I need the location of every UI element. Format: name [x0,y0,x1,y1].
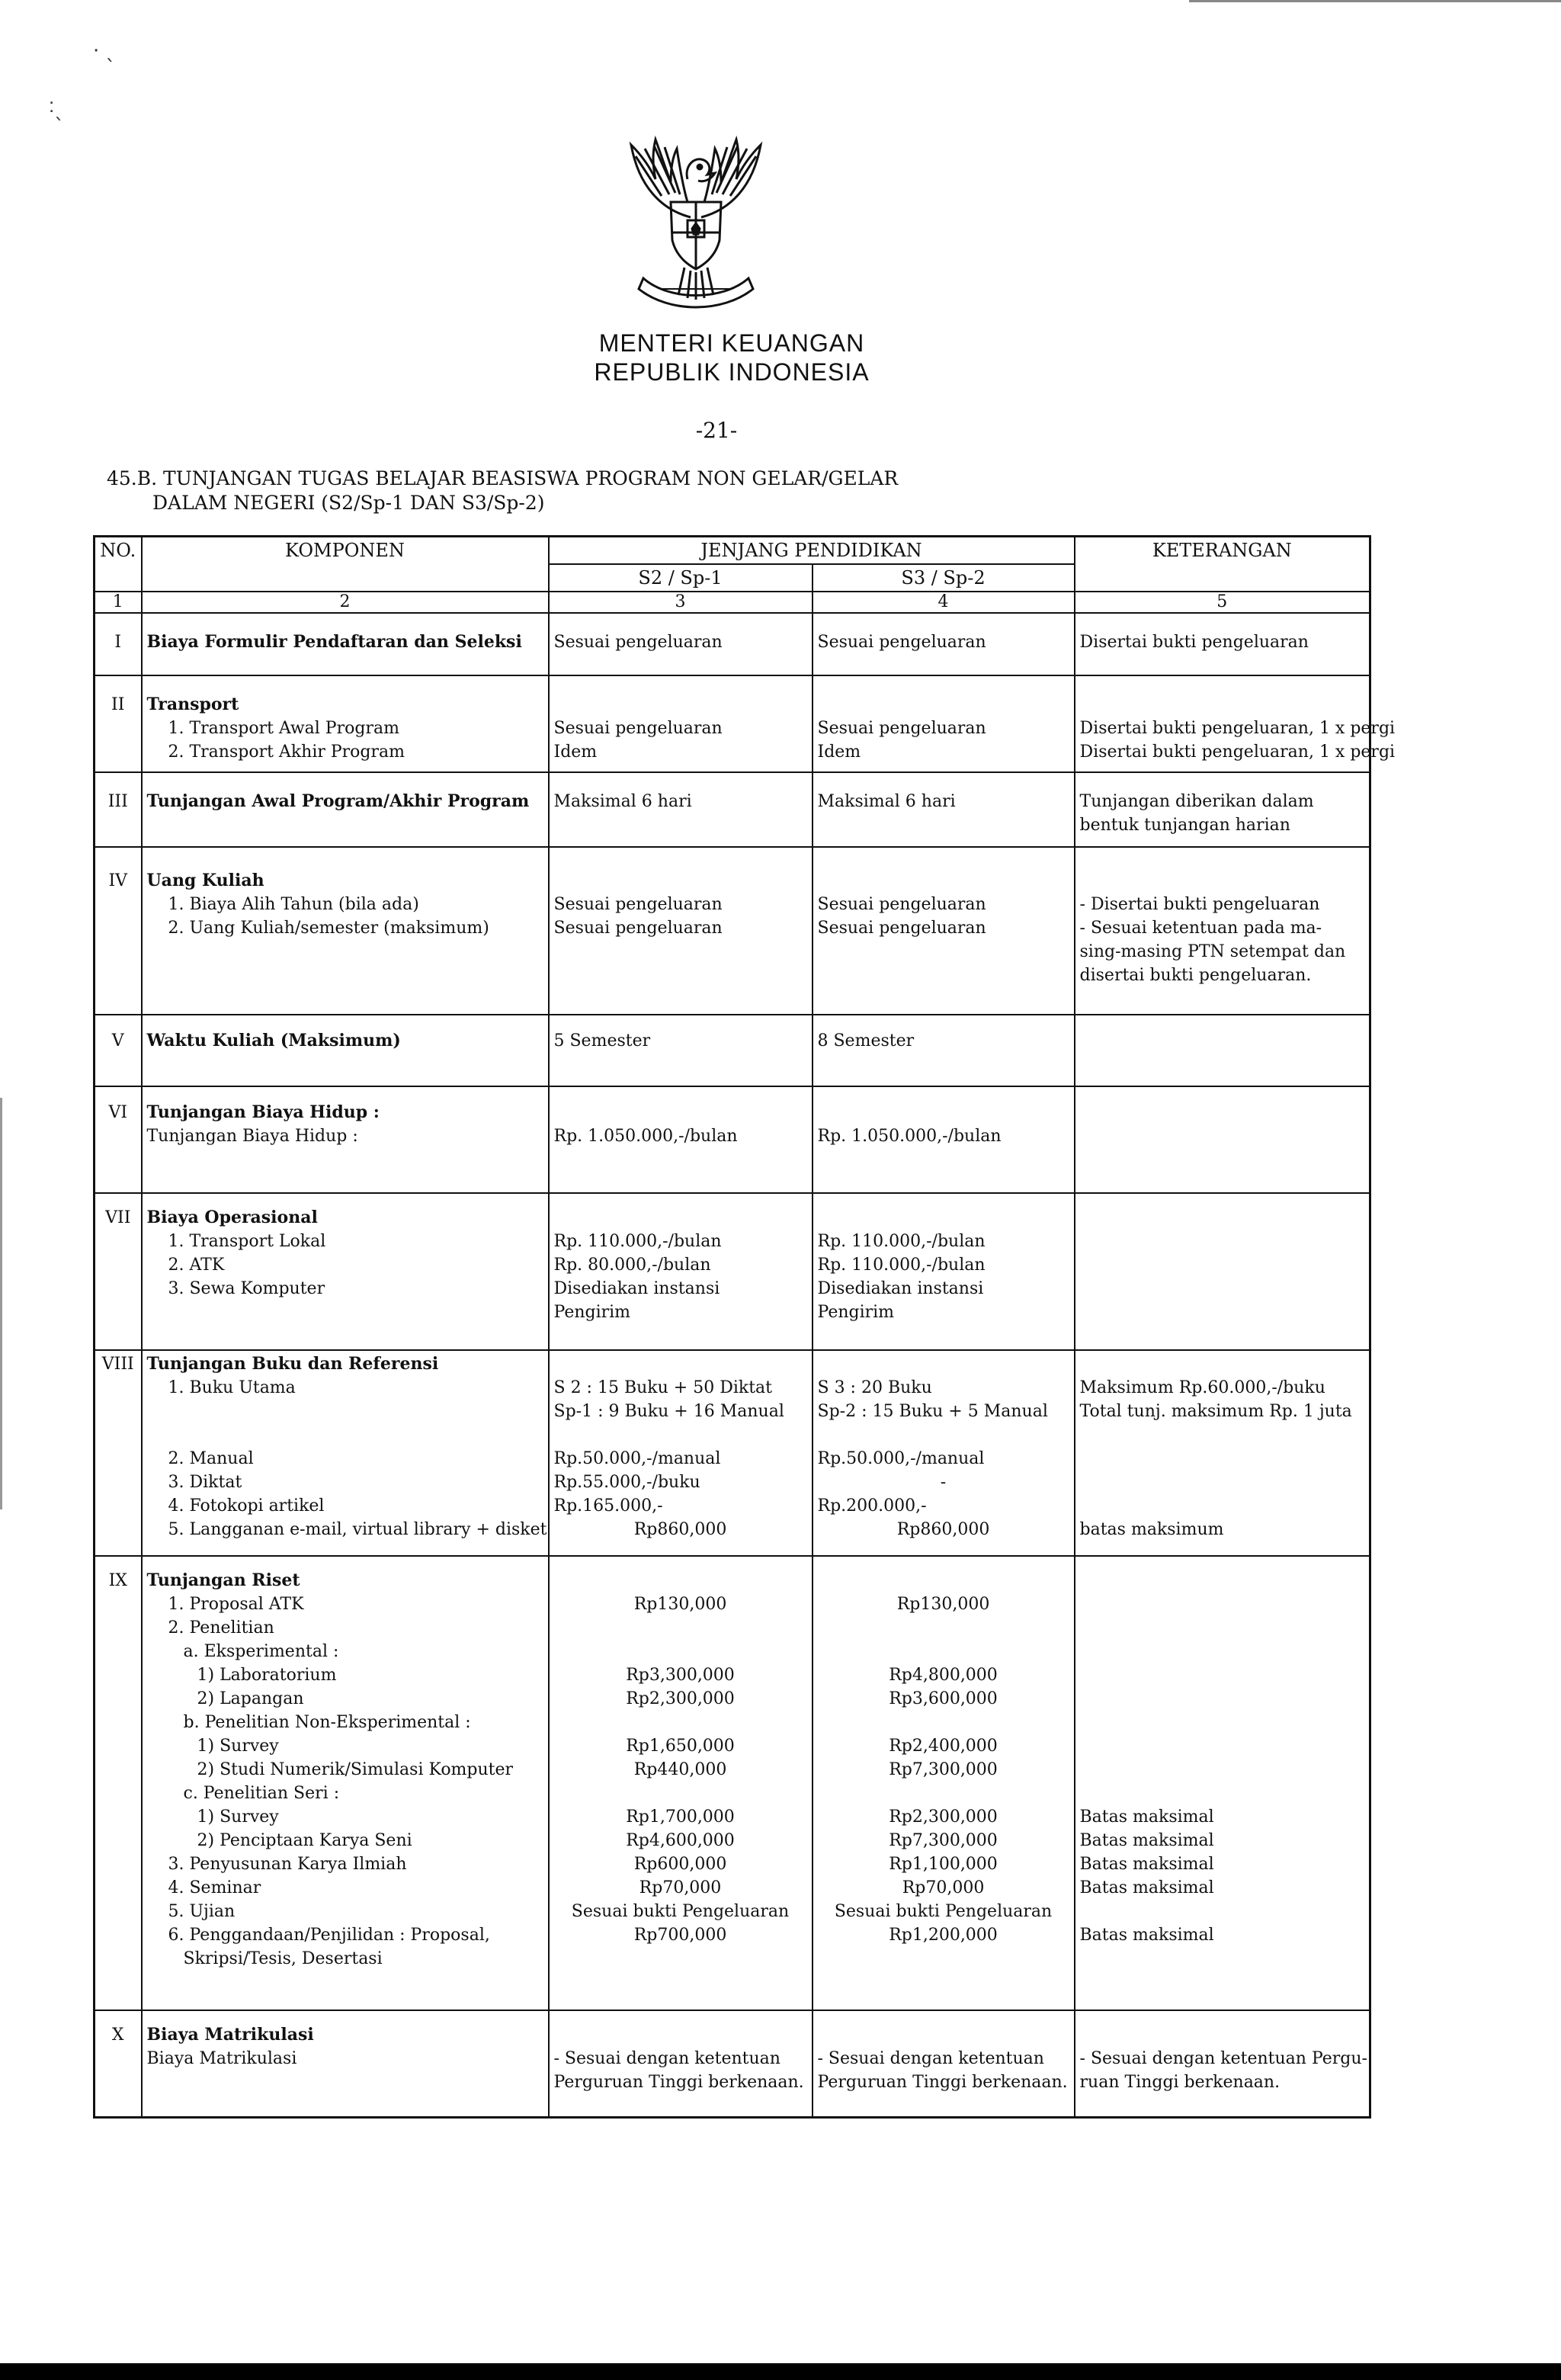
s3-value: Rp. 110.000,-/bulan [817,1232,986,1251]
s2-cell [549,1086,813,1193]
s2-value: Rp. 1.050.000,-/bulan [553,1127,738,1146]
keterangan-line [1080,1471,1365,1494]
komponen-line [147,1423,543,1447]
table-row [95,675,1370,772]
row-number: VII [95,1193,142,1350]
s3-value: Disediakan instansi [817,1279,984,1298]
keterangan-line [1080,1423,1365,1447]
keterangan-line [1080,1569,1365,1593]
s3-value: - Sesuai dengan ketentuan [817,2049,1044,2068]
keterangan-line [1080,1663,1365,1687]
keterangan-line [1080,1758,1365,1782]
s3-cell [813,1193,1075,1350]
s3-value [818,1947,1069,1971]
table-row [95,847,1370,1015]
komponen-line: 2. ATK [168,1256,225,1275]
keterangan-line [1080,1900,1365,1923]
header-jenjang: JENJANG PENDIDIKAN [549,537,1075,565]
komponen-line: 1) Laboratorium [197,1666,337,1685]
s3-value: S 3 : 20 Buku [817,1378,932,1397]
s3-value: Rp7,300,000 [889,1760,998,1779]
s2-value: S 2 : 15 Buku + 50 Diktat [553,1378,772,1397]
s3-value [818,1711,1069,1734]
s2-value [554,1569,807,1593]
keterangan-line [1080,1352,1365,1376]
header-s3: S3 / Sp-2 [813,564,1075,592]
scan-speck: · ˎ [93,40,116,63]
table-row [95,2010,1370,2118]
s2-value [554,1352,807,1376]
header-keterangan: KETERANGAN [1075,537,1370,592]
komponen-line: 1) Survey [197,1807,279,1827]
s2-value: Disediakan instansi [553,1279,720,1298]
keterangan-cell [1075,2010,1370,2118]
komponen-line: 4. Seminar [168,1878,261,1897]
scan-edge-top [1189,0,1561,2]
keterangan-line: - Disertai bukti pengeluaran [1079,895,1320,914]
keterangan-line: Batas maksimal [1079,1807,1214,1827]
komponen-line: 5. Ujian [168,1902,236,1921]
komponen-line: Tunjangan Awal Program/Akhir Program [146,791,530,811]
komponen-line: 2. Manual [168,1449,254,1468]
komponen-cell [142,1350,549,1556]
keterangan-line: batas maksimum [1079,1520,1224,1539]
table-row [95,772,1370,847]
s3-value: Rp3,600,000 [889,1689,998,1708]
header-s2: S2 / Sp-1 [549,564,813,592]
s2-value [554,1711,807,1734]
s2-value: Rp.50.000,-/manual [553,1449,721,1468]
s2-value: 5 Semester [553,1031,651,1050]
s3-value [818,869,1069,893]
s2-cell [549,1015,813,1086]
keterangan-line: Tunjangan diberikan dalam [1079,792,1314,811]
keterangan-line: bentuk tunjangan harian [1079,816,1290,835]
header-num: 3 [549,592,813,613]
komponen-cell [142,675,549,772]
s3-value: Rp860,000 [896,1520,990,1539]
s2-cell [549,772,813,847]
s2-value [554,1101,807,1124]
row-number: IX [95,1556,142,2010]
keterangan-line [1080,1447,1365,1471]
s2-cell [549,1193,813,1350]
keterangan-line [1080,869,1365,893]
komponen-line: 2. Transport Akhir Program [168,743,405,762]
s3-value [818,1423,1069,1447]
s3-value [818,1640,1069,1663]
komponen-cell [142,1193,549,1350]
s3-value: Rp1,100,000 [889,1855,998,1874]
komponen-line: 2) Penciptaan Karya Seni [197,1831,412,1850]
row-number: V [95,1015,142,1086]
s2-cell [549,2010,813,2118]
s3-value [818,1569,1069,1593]
s3-value [818,1206,1069,1230]
row-number: I [95,613,142,675]
s3-value: Rp. 1.050.000,-/bulan [817,1127,1002,1146]
komponen-line: 4. Fotokopi artikel [168,1496,325,1516]
row-number: IV [95,847,142,1015]
s2-value: Rp440,000 [633,1760,727,1779]
s2-value [554,1423,807,1447]
s3-value [818,1616,1069,1640]
keterangan-line [1080,1640,1365,1663]
keterangan-cell [1075,1350,1370,1556]
s3-value: Rp2,300,000 [889,1807,998,1827]
s3-value [818,1352,1069,1376]
header-num: 4 [813,592,1075,613]
keterangan-line: - Sesuai dengan ketentuan Pergu- [1079,2049,1367,2068]
komponen-line: Tunjangan Buku dan Referensi [146,1354,439,1374]
keterangan-line [1080,1206,1365,1230]
s3-value: - [940,1473,947,1492]
s2-value: Maksimal 6 hari [553,792,692,811]
header-no: NO. [95,537,142,592]
s3-value: Sesuai pengeluaran [817,719,986,738]
komponen-cell [142,1086,549,1193]
table-row [95,1350,1370,1556]
komponen-line: 1) Survey [197,1737,279,1756]
s2-value: Sp-1 : 9 Buku + 16 Manual [553,1402,784,1421]
keterangan-cell [1075,1015,1370,1086]
header-num: 5 [1075,592,1370,613]
keterangan-cell [1075,847,1370,1015]
keterangan-line [1080,1687,1365,1711]
s2-value: Sesuai bukti Pengeluaran [571,1902,790,1921]
s2-cell [549,847,813,1015]
keterangan-cell [1075,1193,1370,1350]
komponen-line: b. Penelitian Non-Eksperimental : [183,1713,471,1732]
s2-value: Sesuai pengeluaran [553,633,723,652]
keterangan-line: Disertai bukti pengeluaran, 1 x pergi [1079,719,1396,738]
komponen-cell [142,772,549,847]
s2-value: Rp.165.000,- [553,1496,663,1516]
keterangan-cell [1075,675,1396,772]
keterangan-line [1080,693,1365,717]
komponen-line: Biaya Matrikulasi [146,2025,314,2045]
keterangan-line [1080,1782,1365,1805]
s2-value: Rp130,000 [633,1595,727,1614]
keterangan-line: Disertai bukti pengeluaran, 1 x pergi [1079,743,1396,762]
s2-cell [549,1350,813,1556]
komponen-line: 2) Studi Numerik/Simulasi Komputer [197,1760,514,1779]
keterangan-line: ruan Tinggi berkenaan. [1079,2073,1281,2092]
row-number: VI [95,1086,142,1193]
keterangan-cell [1075,1556,1370,2010]
s3-cell [813,1015,1075,1086]
row-number: VIII [95,1350,142,1556]
s2-value: Perguruan Tinggi berkenaan. [553,2073,804,2092]
table-row [95,1015,1370,1086]
s2-value: Rp860,000 [633,1520,727,1539]
keterangan-line: disertai bukti pengeluaran. [1079,966,1312,985]
komponen-line: 1. Proposal ATK [168,1595,304,1614]
s3-value: Idem [817,743,861,762]
ministry-name: MENTERI KEUANGAN [598,329,865,357]
s2-value: Rp4,600,000 [626,1831,735,1850]
title-line-2: DALAM NEGERI (S2/Sp-1 DAN S3/Sp-2) [152,492,545,514]
keterangan-line [1080,1947,1365,1971]
komponen-line: Biaya Operasional [146,1208,318,1227]
s3-value: Sesuai pengeluaran [817,919,986,938]
komponen-cell [142,1015,549,1086]
s3-value: Rp. 110.000,-/bulan [817,1256,986,1275]
komponen-line: Uang Kuliah [146,871,264,890]
komponen-line: Tunjangan Riset [146,1570,300,1590]
keterangan-line [1080,1734,1365,1758]
s3-value [818,693,1069,717]
s2-value [554,869,807,893]
s3-value [818,1782,1069,1805]
keterangan-line [1080,1101,1365,1124]
s2-value: Rp1,700,000 [626,1807,735,1827]
keterangan-line [1080,1711,1365,1734]
s2-value [554,1616,807,1640]
s2-cell [549,1556,813,2010]
keterangan-line: Batas maksimal [1079,1831,1214,1850]
komponen-line: Biaya Formulir Pendaftaran dan Seleksi [146,632,522,652]
s2-value: Rp.55.000,-/buku [553,1473,700,1492]
ministry-country: REPUBLIK INDONESIA [594,358,870,386]
keterangan-line [1080,1494,1365,1518]
komponen-line: 2) Lapangan [197,1689,304,1708]
keterangan-line: Maksimum Rp.60.000,-/buku [1079,1378,1325,1397]
s2-value: Rp. 80.000,-/bulan [553,1256,711,1275]
komponen-line: c. Penelitian Seri : [183,1784,340,1803]
keterangan-cell [1075,1086,1370,1193]
komponen-cell [142,1556,549,2010]
garuda-emblem-icon [608,126,784,316]
keterangan-line: Total tunj. maksimum Rp. 1 juta [1079,1402,1352,1421]
s2-value: Rp700,000 [633,1926,727,1945]
s2-value [554,2023,807,2047]
s3-value: Pengirim [817,1303,895,1322]
s3-cell [813,772,1075,847]
s2-value: Idem [553,743,598,762]
komponen-line: 1. Transport Awal Program [168,719,399,738]
s3-value: Rp130,000 [896,1595,990,1614]
s3-value: Perguruan Tinggi berkenaan. [817,2073,1068,2092]
s2-cell [549,613,813,675]
header-num: 2 [142,592,549,613]
komponen-line: 1. Buku Utama [168,1378,296,1397]
s2-value [554,1782,807,1805]
s2-value: Rp. 110.000,-/bulan [553,1232,722,1251]
s2-value: Rp1,650,000 [626,1737,735,1756]
row-number: III [95,772,142,847]
s2-value [554,1640,807,1663]
table-row [95,1193,1370,1350]
s3-cell [813,2010,1075,2118]
s2-value: Rp2,300,000 [626,1689,735,1708]
s2-value: - Sesuai dengan ketentuan [553,2049,780,2068]
keterangan-line: Batas maksimal [1079,1855,1214,1874]
scan-edge-bottom [0,2363,1561,2380]
scan-edge-left [0,1098,2,1509]
komponen-line: Biaya Matrikulasi [146,2049,297,2068]
s2-value: Rp3,300,000 [626,1666,735,1685]
komponen-line: Tunjangan Biaya Hidup : [146,1102,380,1122]
s3-cell [813,1350,1075,1556]
s3-value: Sp-2 : 15 Buku + 5 Manual [817,1402,1048,1421]
header-num: 1 [95,592,142,613]
allowance-table [93,535,1396,2119]
s3-value: Rp.200.000,- [817,1496,927,1516]
keterangan-line: sing-masing PTN setempat dan [1079,942,1346,961]
s2-value: Pengirim [553,1303,631,1322]
komponen-line: 2. Penelitian [168,1618,274,1637]
s2-cell [549,675,813,772]
table-body [95,613,1396,2118]
row-number: X [95,2010,142,2118]
s3-value: Rp4,800,000 [889,1666,998,1685]
keterangan-line [1080,2023,1365,2047]
table-row [95,1556,1370,2010]
s3-cell [813,613,1075,675]
keterangan-line: Batas maksimal [1079,1926,1214,1945]
s3-value: Sesuai pengeluaran [817,633,986,652]
keterangan-cell [1075,613,1370,675]
komponen-line: 5. Langganan e-mail, virtual library + disket [168,1520,547,1539]
komponen-line: 3. Penyusunan Karya Ilmiah [168,1855,407,1874]
scan-speck: ˸ˎ [49,98,65,121]
s3-value: Sesuai bukti Pengeluaran [834,1902,1053,1921]
keterangan-line [1080,1593,1365,1616]
s2-value: Sesuai pengeluaran [553,719,723,738]
keterangan-line [1080,1616,1365,1640]
table-row [95,613,1370,675]
komponen-line: 2. Uang Kuliah/semester (maksimum) [168,919,489,938]
s3-value [818,1101,1069,1124]
keterangan-line: Batas maksimal [1079,1878,1214,1897]
keterangan-cell [1075,772,1370,847]
komponen-cell [142,613,549,675]
komponen-line: 3. Sewa Komputer [168,1279,325,1298]
komponen-line: Waktu Kuliah (Maksimum) [146,1031,401,1050]
s2-value: Rp70,000 [639,1878,722,1897]
komponen-line: 6. Penggandaan/Penjilidan : Proposal, [168,1926,490,1945]
s2-value [554,1206,807,1230]
s3-value: Rp70,000 [902,1878,985,1897]
s3-value: Rp2,400,000 [889,1737,998,1756]
komponen-line: 1. Transport Lokal [168,1232,326,1251]
s2-value: Sesuai pengeluaran [553,919,723,938]
komponen-cell [142,2010,549,2118]
komponen-line: 1. Biaya Alih Tahun (bila ada) [168,895,419,914]
s2-value: Rp600,000 [633,1855,727,1874]
s3-value: Rp.50.000,-/manual [817,1449,985,1468]
s3-value: Rp7,300,000 [889,1831,998,1850]
komponen-line: Skripsi/Tesis, Desertasi [183,1949,383,1968]
table-row [95,1086,1370,1193]
komponen-line: a. Eksperimental : [183,1642,339,1661]
komponen-line: Tunjangan Biaya Hidup : [146,1127,358,1146]
header-komponen: KOMPONEN [142,537,549,592]
komponen-line: 3. Diktat [168,1473,242,1492]
keterangan-line: - Sesuai ketentuan pada ma- [1079,919,1322,938]
s3-cell [813,847,1075,1015]
title-line-1: 45.B. TUNJANGAN TUGAS BELAJAR BEASISWA PROGRAM NON GELAR/GELAR [107,467,899,489]
s3-value: Maksimal 6 hari [817,792,956,811]
s3-cell [813,1556,1075,2010]
s2-value [554,1947,807,1971]
komponen-line [147,1400,543,1423]
komponen-cell [142,847,549,1015]
page-number: -21- [695,418,738,443]
s3-value: 8 Semester [817,1031,915,1050]
s3-cell [813,675,1075,772]
s3-cell [813,1086,1075,1193]
s3-value: Rp1,200,000 [889,1926,998,1945]
keterangan-line: Disertai bukti pengeluaran [1079,633,1309,652]
komponen-line: Transport [146,694,239,714]
row-number: II [95,675,142,772]
document-title [107,467,1098,515]
s2-value: Sesuai pengeluaran [553,895,723,914]
s3-value: Sesuai pengeluaran [817,895,986,914]
s3-value [818,2023,1069,2047]
keterangan-line [1080,1029,1365,1053]
s2-value [554,693,807,717]
